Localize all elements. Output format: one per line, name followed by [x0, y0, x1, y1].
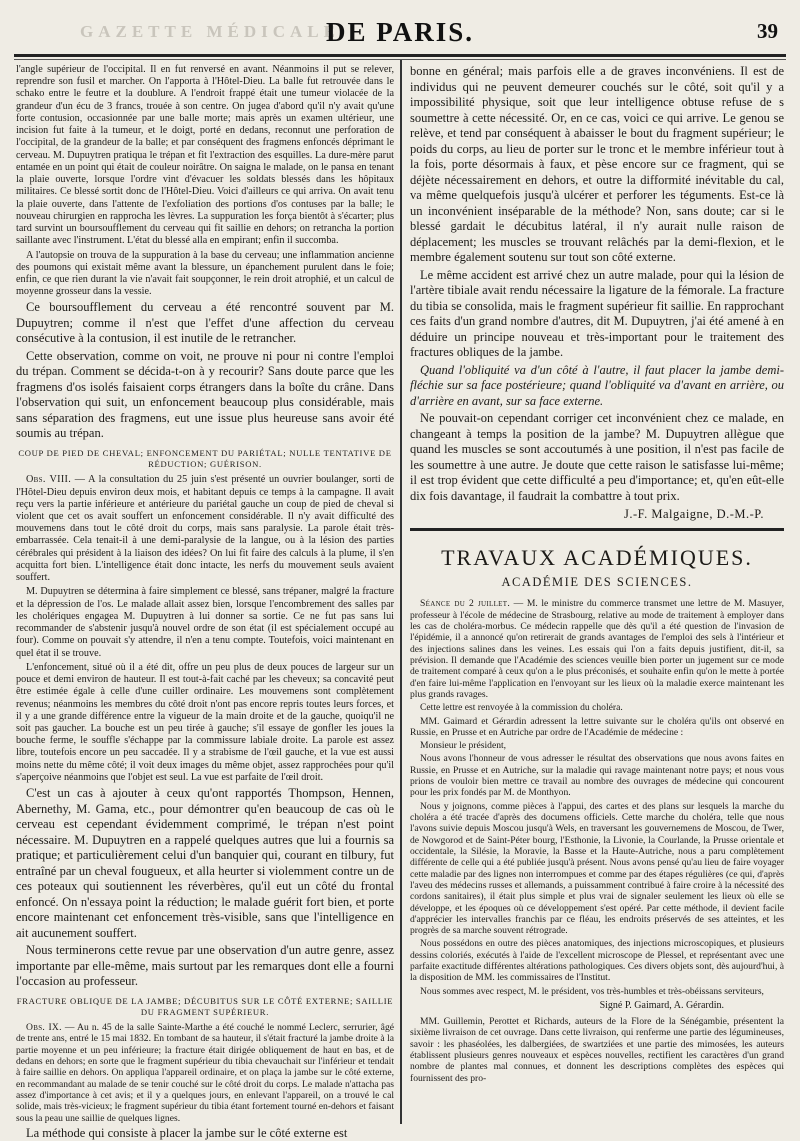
paragraph: Cette lettre est renvoyée à la commission du choléra. [420, 702, 623, 714]
section-title: TRAVAUX ACADÉMIQUES. [410, 528, 784, 571]
paragraph: A l'autopsie on trouva de la suppuration à la base du cerveau; une inflammation ancienne des poumons qui existait même avant la blessure, un épanchement purulent dans le foie; enfin, ce que rien durant la vie n'avait fait soupçonner, le rein droit atrophié, et un calcul de moyenne grosseur dans la vessie. [16, 249, 394, 298]
observation-paragraph [16, 474, 394, 584]
paragraph: Nous avons l'honneur de vous adresser le résultat des observations que nous avons faites en Russie, en Prusse et en Autriche, sur la maladie qui ravage maintenant notre pays; et nous vous prions de vouloir bien mettre ce travail au nombre des ouvrages de médecine qui concourent pour les prix fondés par M. de Monthyon. [410, 753, 784, 799]
section-heading: COUP DE PIED DE CHEVAL; ENFONCEMENT DU PARIÉTAL; NULLE TENTATIVE DE RÉDUCTION; GUÉRISON. [18, 447, 392, 470]
paragraph: Nous terminerons cette revue par une observation d'un autre genre, assez importante par elle-même, mais surtout par les remarques dont elle a fourni l'occasion au professeur. [16, 943, 394, 989]
header-rule [14, 54, 786, 57]
letter-signature: Signé P. Gaimard, A. Gérardin. [599, 1000, 724, 1012]
column-divider [400, 60, 402, 1124]
section-heading: FRACTURE OBLIQUE DE LA JAMBE; DÉCUBITUS SUR LE CÔTÉ EXTERNE; SAILLIE DU FRAGMENT SUPÉRIEUR. [16, 995, 394, 1017]
observation-label: Obs. VIII. [26, 474, 72, 486]
observation-text: — A la consultation du 25 juin s'est présenté un ouvrier boulanger, sorti de l'Hôtel-Dieu depuis environ deux mois, et habitant depuis ce temps à la campagne. Il avait reçu vers la partie inférieure et antérieure du pariétal gauche un coup de pied de cheval si violent que cet os avait souffert un enfoncement considérable. Il n'y avait difficulté des mouvemens dans tout le côté droit du corps, mais sans paralysie. La parole était très-embarrassée. Cela tenait-il à une demi-paralysie de la langue, ou à la lésion des parties cérébrales qui président à la liaison des idées? On lui fit faire des calculs à la plume, il s'en acquitta fort bien. L'intelligence était donc intacte, les nerfs du mouvement seuls avaient souffert. [16, 474, 394, 584]
author-signature: J.-F. Malgaigne, D.-M.-P. [624, 507, 764, 521]
rule-text: Quand l'obliquité va d'un côté à l'autre, il faut placer la jambe demi-fléchie sur sa face postérieure; quand l'obliquité va d'avant en arrière, ou d'arrière en avant, sur sa face externe. [410, 362, 784, 408]
session-label: Séance du 2 juillet. [420, 598, 511, 610]
paragraph: Le même accident est arrivé chez un autre malade, pour qui la lésion de l'artère tibiale avait rendu nécessaire la ligature de la fémorale. La fracture du tibia se consolida, mais le fragment supérieur fit saillie. En rapprochant ces faits d'un grand nombre d'autres, dit M. Dupuytren, j'ai été amené à en déduire un principe nouveau et très-important pour le traitement des fractures obliques de la jambe. [410, 267, 784, 359]
paragraph: Nous possédons en outre des pièces anatomiques, des injections microscopiques, et plusieurs dessins coloriés, exécutés à l'aide de l'excellent microscope de Plessel, et représentant avec une parfaite exactitude différentes altérations pathologiques. Ces divers objets sont, dès aujourd'hui, à la disposition de MM. les commissaires de l'Institut. [410, 938, 785, 984]
paragraph: Nous sommes avec respect, M. le président, vos très-humbles et très-obéissans serviteurs, [420, 985, 764, 997]
page-header [0, 14, 800, 54]
paragraph: MM. Gaimard et Gérardin adressent la lettre suivante sur le choléra qu'ils ont observé en Russie, en Prusse et en Autriche par ordre de l'Académie de médecine : [410, 715, 784, 738]
right-column [410, 64, 784, 1126]
session-paragraph [410, 598, 784, 700]
observation-paragraph [16, 1022, 394, 1124]
paragraph: Ne pouvait-on cependant corriger cet inconvénient chez ce malade, en changeant à temps la position de la jambe? M. Dupuytren allègue que quand les muscles se sont accoutumés à une position, il n'est pas facile de les soumettre à une autre. Je doute que cette raison le satisfasse lui-même; il est trop évident que cette difficulté a peu d'importance; et, qu'en eût-elle dix fois davantage, il faudrait la combattre à tout prix. [410, 411, 784, 503]
paragraph: La méthode qui consiste à placer la jambe sur le côté externe est [26, 1125, 348, 1140]
observation-text: — Au n. 45 de la salle Sainte-Marthe a été couché le nommé Leclerc, serrurier, âgé de trente ans, entré le 15 mai 1832. En tombant de sa hauteur, il s'était fracturé la jambe droite à la partie moyenne et un peu inférieure; la fracture était dirigée obliquement de haut en bas, et de dedans en dehors; en sorte que le fragment supérieur du tibia chevauchait sur l'inférieur et tendait à faire saillie en dehors. On appliqua l'appareil ordinaire, et on plaça la jambe sur le côté externe, en recommandant au malade de se tenir couché sur le côté droit du corps. Le malade n'attacha pas assez d'importance à cet avis; et il y a quelques jours, en enlevant l'appareil, on a trouvé le cal solide, mais très-vicieux; le fragment supérieur du tibia étant fortement tourné en-dehors et faisant sous la peau une saillie de quelques lignes. [16, 1022, 394, 1124]
page-number: 39 [757, 19, 778, 43]
salutation: Monsieur le président, [420, 740, 507, 752]
paragraph: M. Dupuytren se détermina à faire simplement ce blessé, sans trépaner, malgré la fracture et la dépression de l'os. Le malade allait assez bien, lorsque l'encombrement des salles par les cholériques engagea M. Dupuytren à lui donner sa sortie. Ce ne fut pas sans lui recommander de s'abstenir jusqu'à nouvel ordre de son état (il est spécialement occupé au four). Comme on pouvait s'y attendre, il n'en a tenu compte. Toutefois, voici maintenant en quel état il se trouve. [16, 586, 394, 659]
left-column [16, 64, 394, 1140]
italic-rule [410, 363, 784, 410]
paragraph: l'angle supérieur de l'occipital. Il en fut renversé en avant. Néanmoins il put se relever, reprendre son fusil et marcher. On l'apporta à l'Hôtel-Dieu. La balle fut retrouvée dans le schako entre le feutre et la doublure. A l'endroit frappé était une tumeur violacée de la grandeur d'un écu de 3 francs, trouée à son centre. On jugea d'abord qu'il n'y avait qu'une forte contusion, occasionnée par une balle morte; mais après un examen ultérieur, une incision fut faite à la tumeur, et le doigt, porté en dedans, reconnut une perforation de l'occipital, de la grandeur de la balle; et par conséquent des fragmens enfoncés déprimant le cerveau. M. Dupuytren pratiqua le trépan et fit l'extraction des esquilles. La dure-mère parut entamée en un point qui était de couleur noirâtre. On saigna le malade, on le pansa en tenant la plaie ouverte, lorsque l'ordre vint d'évacuer les soldats blessés dans les hôpitaux militaires. Ce blessé sortit donc de l'Hôtel-Dieu. Voici d'ailleurs ce qui arriva. On avait tenu la plaie ouverte, dans l'attente de l'exfoliation des portions d'os contuses par la balle; le nouveau chirurgien en rapprocha les lèvres. La suppuration les força bientôt à s'écarter; plus tard survint un boursoufflement du cerveau qui fit saillie en dehors; on retrancha la portion saillante avec l'instrument. L'état du blessé alla en empirant; enfin il succomba. [16, 64, 394, 247]
session-text: — M. le ministre du commerce transmet une lettre de M. Masuyer, professeur à l'école de médecine de Strasbourg, relative au mode de traitement à employer dans les cas de choléra-morbus. Ce médecin rappelle que dès qu'il a été question de l'invasion de l'épidémie, il a annoncé qu'on retirerait de grands avantages de l'emploi des sels à l'intérieur et des injections salines dans les veines. Les essais qui l'on a faits depuis justifient, dit-il, sa prévision. Il demande que l'Académie des sciences veuille bien porter un jugement sur ce mode de traitement comparé à ceux qu'on a le plus préconisés, et souhaite enfin qu'on le mette à portée d'en faire lui-même l'application en l'envoyant sur les lieux où la maladie exerce maintenant les plus grands ravages. [410, 598, 784, 700]
bleed-through-title: GAZETTE MÉDICALE [80, 22, 340, 41]
observation-label: Obs. IX. [26, 1022, 62, 1033]
paragraph: Cette observation, comme on voit, ne prouve ni pour ni contre l'emploi du trépan. Comment se décida-t-on à y recourir? Sans doute parce que les fragmens d'os isolés faisaient corps étrangers dans la boîte du crâne. Dans l'observation qui suit, un enfoncement beaucoup plus considérable, mais sans séparation des fragmens, eut une issue plus heureuse sans avoir été soumis au trépan. [16, 348, 394, 441]
section-subtitle: ACADÉMIE DES SCIENCES. [501, 575, 693, 590]
paragraph: MM. Guillemin, Perottet et Richards, auteurs de la Flore de la Sénégambie, présentent la sixième livraison de cet ouvrage. Dans cette livraison, qui renferme une partie des légumineuses, savoir : les phaséolées, les dalbergiées, de swartziées et une partie des mimosées, les auteurs établissent plusieurs genres nouveaux et espèces nouvelles, rectifient les caractères d'un grand nombre de plantes mal connues, et donnent les descriptions complètes des espèces qui fournissent des pro- [410, 1016, 784, 1084]
paragraph: bonne en général; mais parfois elle a de graves inconvéniens. Il est de individus qui ne peuvent demeurer couchés sur le côté, soit qu'il y a impossibilité physique, soit que leur intelligence obtuse refuse de s soumettre à cette nécessité. Or, en ce cas, voici ce qui arrive. Le genou se relève, et tend par conséquent à abaisser le bout du fragment supérieur; le poids du corps, au lieu de porter sur le tronc et le membre inférieur tout à la fois, porte désormais à faux, et pèse encore sur ce fragment, qui se déjète nécessairement en dehors, et outre la difformité inévitable du cal, va même quelquefois jusqu'à ulcérer et perforer les téguments. Est-ce là un inconvénient inséparable de la méthode? Non, sans doute; car si le blessé gardait le décubitus latéral, il n'y aurait nulle raison de déplacement; les muscles se trouvant relâchés par la demi-flexion, et le membre également soutenu sur tout son côté externe. [410, 64, 784, 264]
paragraph: C'est un cas à ajouter à ceux qu'ont rapportés Thompson, Hennen, Abernethy, M. Gama, etc., pour démontrer qu'en beaucoup de cas où le cerveau est cependant évidemment comprimé, le trépan n'est point nécessaire. M. Dupuytren en a rappelé quelques autres que lui a fournis sa pratique; et particulièrement celui d'un banquier qui, courant en tilbury, fut entraîné par un cheval fougueux, et alla heurter si violemment contre un de ces poteaux qui soutiennent les réverbères, qu'il eut un côté du frontal enfoncé. On n'essaya point la réduction; le malade guérit fort bien, et porte encore maintenant cet enfoncement très-visible, sans que l'intelligence en ait aucunement souffert. [16, 786, 394, 940]
running-title: DE PARIS. [325, 17, 475, 47]
paragraph: L'enfoncement, situé où il a été dit, offre un peu plus de deux pouces de largeur sur un pouce et demi environ de hauteur. Il est tout-à-fait caché par les cheveux; sa concavité peut être estimée égale à celle d'une cuiller ordinaire. Les mouvemens sont complètement revenus; néanmoins les membres du côté droit n'ont pas encore repris toutes leurs forces, et il y a une grande différence entre la vigueur de la main droite et de la gauche, quoiqu'il ne soit pas gaucher. La bouche est un peu tirée à gauche; s'il essaye de gonfler les joues la bouche ferme, le souffle s'échappe par la commissure labiale droite. La parole est assez libre, toutefois encore un peu saccadée. Il y a strabisme de l'œil gauche, et la vue est aussi moins nette du même côté; il voit deux images du même objet, assez rapprochées pour qu'il s'aperçoive néanmoins que l'objet est seul. La vue est parfaite de l'œil droit. [16, 661, 394, 783]
paragraph: Ce boursoufflement du cerveau a été rencontré souvent par M. Dupuytren; comme il n'est que l'effet d'une affection du cerveau consécutive à la contusion, il est inutile de le retrancher. [16, 300, 394, 346]
paragraph: Nous y joignons, comme pièces à l'appui, des cartes et des plans sur lesquels la marche du choléra a été tracée d'après des documens officiels. Cette marche du choléra, telle que nous l'avons suivie depuis Moscou jusqu'à Wels, en traversant les gouvernemens de Moscou, de Twer, de Nowgorod et de Saint-Péter bourg, l'Esthonie, la Livonie, la Courlande, la Prusse orientale et occidentale, la Silésie, la Moravie, la Basse et la Haute-Autriche, nous a paru complètement différente de celle qui a été publiée jusqu'à présent. Nous avons pensé qu'au lieu de faire voyager cette maladie par des lignes non interrompues et comme par des étapes régulières (ce qui, d'après l'aveu des médecins russes et allemands, a puissamment contribué à faire croire à la nécessité des cordons sanitaires), il était plus simple et plus vrai de signaler seulement les lieux où elle se développe, et les époques où ce développement s'est opéré. Par cette méthode, il devient facile d'apprécier les intervalles franchis par ce fléau, les endroits préservés de ses atteintes, et les progrès de sa marche souvent rétrograde. [410, 800, 784, 937]
